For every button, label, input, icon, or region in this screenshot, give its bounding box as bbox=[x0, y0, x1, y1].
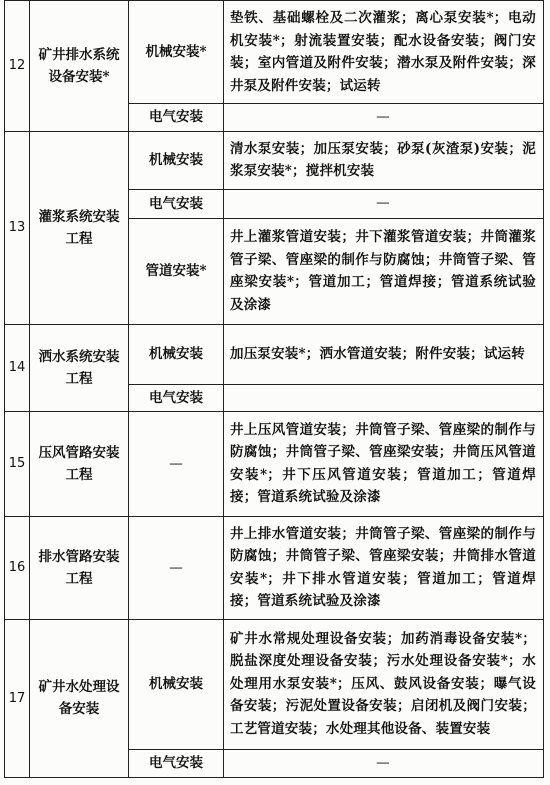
work-content: — bbox=[224, 749, 544, 777]
project-name: 排水管路安装工程 bbox=[30, 516, 129, 619]
work-content: 清水泵安装；加压泵安装；砂泵(灰渣泵)安装；泥浆泵安装*；搅拌机安装 bbox=[224, 131, 544, 189]
work-content: 加压泵安装*；洒水管道安装；附件安装；试运转 bbox=[224, 324, 544, 384]
row-number: 17 bbox=[5, 619, 30, 777]
work-content: 井上灌浆管道安装；井下灌浆管道安装；井筒灌浆管子梁、管座梁的制作与防腐蚀；井筒管子梁、管座梁安装*；管道加工；管道焊接；管道系统试验及涂漆 bbox=[224, 218, 544, 324]
project-name: 洒水系统安装工程 bbox=[30, 324, 129, 411]
sub-item-name: 机械安装 bbox=[129, 324, 224, 384]
row-number: 13 bbox=[5, 131, 30, 324]
work-content: 井上排水管道安装；井筒管子梁、管座梁的制作与防腐蚀；井筒管子梁、管座梁安装；井筒排水管道安装*；井下排水管道安装；管道加工；管道焊接；管道系统试验及涂漆 bbox=[224, 516, 544, 619]
sub-item-name: 电气安装 bbox=[129, 104, 224, 132]
table-row bbox=[5, 324, 544, 384]
project-name: 压风管路安装工程 bbox=[30, 411, 129, 516]
sub-item-name: 电气安装 bbox=[129, 189, 224, 218]
row-number: 16 bbox=[5, 516, 30, 619]
table-row bbox=[5, 619, 544, 749]
work-content: — bbox=[224, 104, 544, 132]
row-number: 12 bbox=[5, 1, 30, 132]
project-name: 矿井水处理设备安装 bbox=[30, 619, 129, 777]
sub-item-name: 电气安装 bbox=[129, 384, 224, 411]
installation-items-table bbox=[4, 0, 544, 778]
sub-item-name: — bbox=[129, 411, 224, 516]
project-name: 矿井排水系统设备安装* bbox=[30, 1, 129, 132]
work-content: — bbox=[224, 189, 544, 218]
work-content bbox=[224, 384, 544, 411]
work-content: 矿井水常规处理设备安装；加药消毒设备安装*；脱盐深度处理设备安装；污水处理设备安装*；水处理用水泵安装*；压风、鼓风设备安装；曝气设备安装；污泥处置设备安装；启闭机及阀门安装；工艺管道安装；水处理其他设备、装置安装 bbox=[224, 619, 544, 749]
sub-item-name: 管道安装* bbox=[129, 218, 224, 324]
sub-item-name: 电气安装 bbox=[129, 749, 224, 777]
work-content: 井上压风管道安装；井筒管子梁、管座梁的制作与防腐蚀；井筒管子梁、管座梁安装；井筒压风管道安装*；井下压风管道安装；管道加工；管道焊接；管道系统试验及涂漆 bbox=[224, 411, 544, 516]
sub-item-name: 机械安装 bbox=[129, 619, 224, 749]
sub-item-name: 机械安装 bbox=[129, 131, 224, 189]
work-content: 垫铁、基础螺栓及二次灌浆；离心泵安装*；电动机安装*；射流装置安装；配水设备安装；阀门安装；室内管道及附件安装；潜水泵及附件安装；深井泵及附件安装；试运转 bbox=[224, 1, 544, 104]
table-row bbox=[5, 131, 544, 189]
table-row bbox=[5, 516, 544, 619]
sub-item-name: — bbox=[129, 516, 224, 619]
project-name: 灌浆系统安装工程 bbox=[30, 131, 129, 324]
row-number: 15 bbox=[5, 411, 30, 516]
sub-item-name: 机械安装* bbox=[129, 1, 224, 104]
table-row bbox=[5, 1, 544, 104]
table-row bbox=[5, 411, 544, 516]
row-number: 14 bbox=[5, 324, 30, 411]
